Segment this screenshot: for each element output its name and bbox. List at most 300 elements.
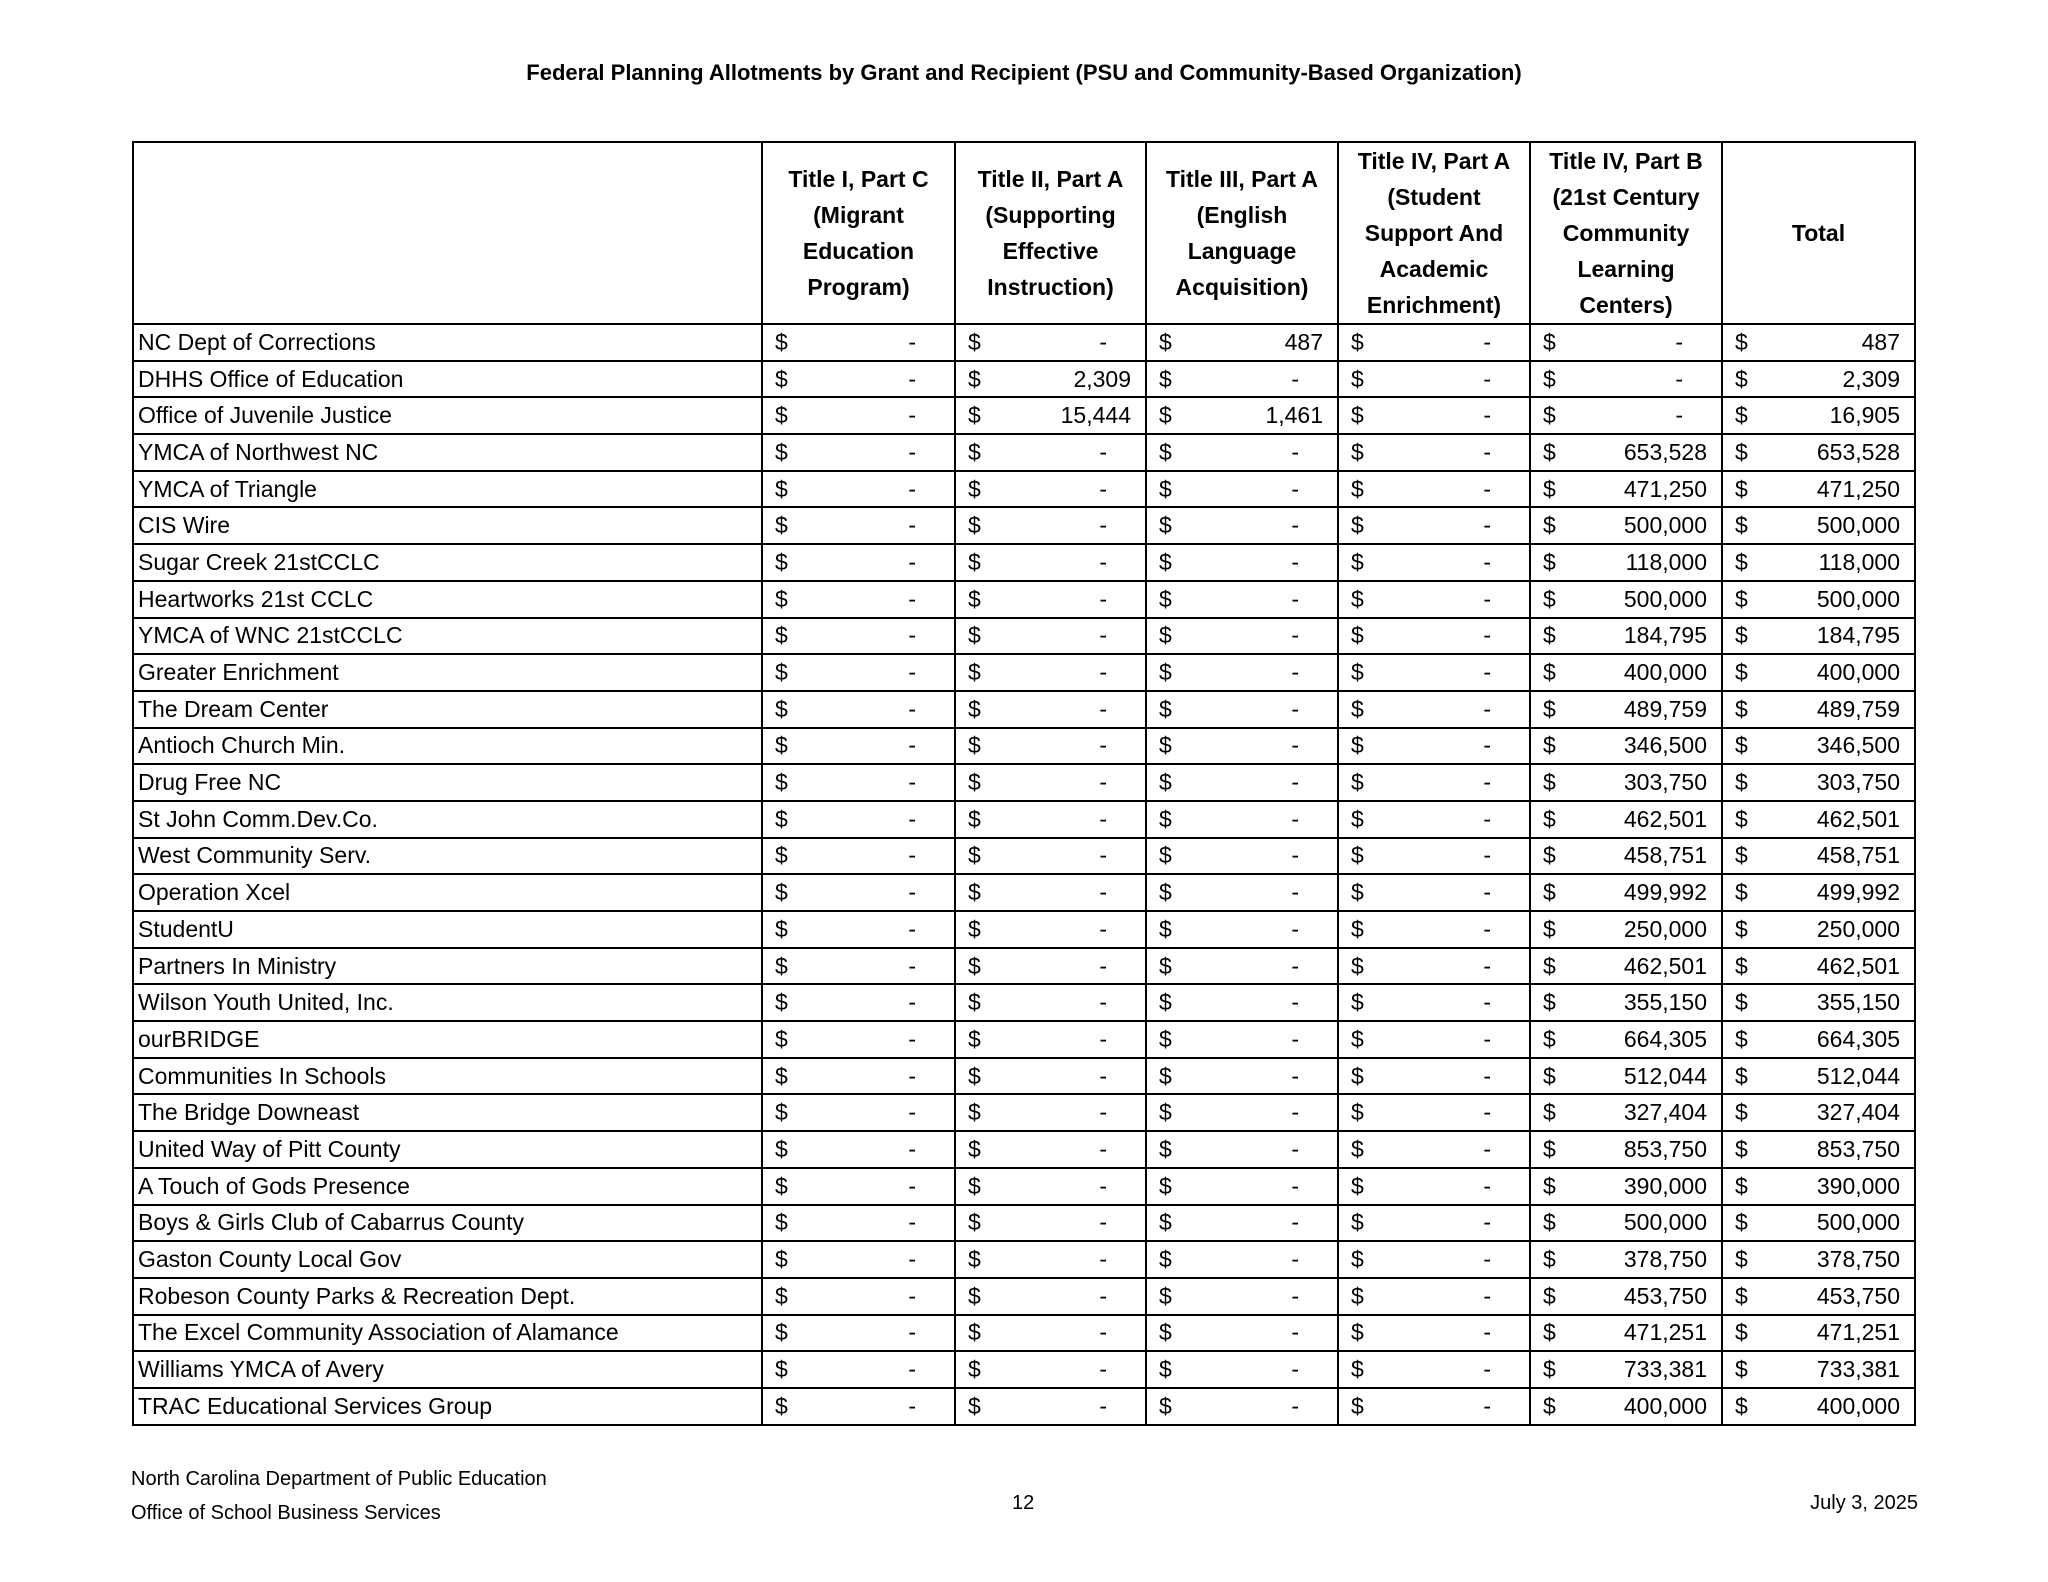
amount-cell <box>1338 581 1530 618</box>
amount-cell <box>1530 764 1722 801</box>
currency-symbol: $ <box>1351 1062 1364 1089</box>
amount-value: - <box>1483 1319 1491 1346</box>
currency-symbol: $ <box>1351 1135 1364 1162</box>
amount-cell <box>1722 1351 1915 1388</box>
column-header-title-4b: Title IV, Part B (21st Century Community Learning Centers) <box>1530 142 1722 324</box>
amount-cell <box>1530 728 1722 765</box>
amount-cell <box>1722 691 1915 728</box>
amount-cell <box>1146 691 1338 728</box>
currency-symbol: $ <box>968 1135 981 1162</box>
currency-symbol: $ <box>1159 1319 1172 1346</box>
recipient-name: NC Dept of Corrections <box>133 324 762 361</box>
currency-symbol: $ <box>1735 1282 1748 1309</box>
recipient-name: A Touch of Gods Presence <box>133 1168 762 1205</box>
amount-value: - <box>1483 695 1491 722</box>
table-row <box>133 838 1915 875</box>
currency-symbol: $ <box>1735 1172 1748 1199</box>
amount-value: 462,501 <box>1816 805 1900 832</box>
currency-symbol: $ <box>775 1246 788 1273</box>
currency-symbol: $ <box>1543 842 1556 869</box>
amount-value: 853,750 <box>1816 1135 1900 1162</box>
table-row <box>133 948 1915 985</box>
amount-value: - <box>1483 769 1491 796</box>
amount-cell <box>1530 581 1722 618</box>
table-row <box>133 471 1915 508</box>
amount-value: 453,750 <box>1623 1282 1707 1309</box>
table-row <box>133 1315 1915 1352</box>
column-header-title-4a: Title IV, Part A (Student Support And Academic Enrichment) <box>1338 142 1530 324</box>
amount-cell <box>1146 1021 1338 1058</box>
amount-cell <box>955 1094 1146 1131</box>
amount-cell <box>1722 1388 1915 1425</box>
amount-cell <box>955 1168 1146 1205</box>
recipient-name: Partners In Ministry <box>133 948 762 985</box>
amount-value: - <box>1675 328 1683 355</box>
amount-cell <box>955 691 1146 728</box>
currency-symbol: $ <box>1735 1356 1748 1383</box>
amount-cell <box>1146 801 1338 838</box>
amount-cell <box>1146 911 1338 948</box>
currency-symbol: $ <box>1735 659 1748 686</box>
amount-value: - <box>1483 1025 1491 1052</box>
amount-value: - <box>1099 732 1107 759</box>
currency-symbol: $ <box>1735 695 1748 722</box>
amount-cell <box>1146 1315 1338 1352</box>
currency-symbol: $ <box>1351 1319 1364 1346</box>
amount-cell <box>762 1241 955 1278</box>
amount-cell <box>762 691 955 728</box>
footer-date: July 3, 2025 <box>1810 1492 1918 1514</box>
currency-symbol: $ <box>1543 1025 1556 1052</box>
amount-cell <box>955 1351 1146 1388</box>
amount-value: - <box>908 1246 916 1273</box>
amount-value: - <box>908 1025 916 1052</box>
recipient-name: Office of Juvenile Justice <box>133 397 762 434</box>
amount-value: - <box>1291 842 1299 869</box>
amount-value: 400,000 <box>1623 659 1707 686</box>
amount-value: - <box>1099 695 1107 722</box>
amount-value: - <box>1483 1209 1491 1236</box>
amount-cell <box>1338 507 1530 544</box>
amount-cell <box>1722 1278 1915 1315</box>
amount-value: - <box>1483 805 1491 832</box>
amount-value: - <box>1483 402 1491 429</box>
amount-cell <box>1338 1021 1530 1058</box>
currency-symbol: $ <box>1351 512 1364 539</box>
currency-symbol: $ <box>968 1025 981 1052</box>
amount-value: - <box>1291 365 1299 392</box>
amount-cell <box>1146 434 1338 471</box>
table-row <box>133 1388 1915 1425</box>
currency-symbol: $ <box>1735 1099 1748 1126</box>
amount-cell <box>1722 728 1915 765</box>
amount-cell <box>1338 434 1530 471</box>
currency-symbol: $ <box>775 915 788 942</box>
currency-symbol: $ <box>1735 1319 1748 1346</box>
amount-value: - <box>1099 512 1107 539</box>
recipient-name: Sugar Creek 21stCCLC <box>133 544 762 581</box>
currency-symbol: $ <box>1351 842 1364 869</box>
amount-value: - <box>1483 365 1491 392</box>
currency-symbol: $ <box>968 769 981 796</box>
currency-symbol: $ <box>775 1099 788 1126</box>
amount-value: - <box>1483 1172 1491 1199</box>
table-row <box>133 434 1915 471</box>
page-number: 12 <box>1012 1492 1035 1514</box>
currency-symbol: $ <box>1159 585 1172 612</box>
amount-value: - <box>1291 915 1299 942</box>
amount-value: - <box>908 952 916 979</box>
currency-symbol: $ <box>1351 695 1364 722</box>
amount-cell <box>762 1205 955 1242</box>
amount-cell <box>1530 984 1722 1021</box>
amount-cell <box>1338 1315 1530 1352</box>
amount-value: - <box>1291 1172 1299 1199</box>
currency-symbol: $ <box>1351 402 1364 429</box>
currency-symbol: $ <box>1543 1062 1556 1089</box>
amount-cell <box>1530 874 1722 911</box>
amount-cell <box>1146 728 1338 765</box>
recipient-name: TRAC Educational Services Group <box>133 1388 762 1425</box>
amount-cell <box>1722 1021 1915 1058</box>
amount-cell <box>1530 911 1722 948</box>
amount-cell <box>1530 1021 1722 1058</box>
amount-cell <box>1146 544 1338 581</box>
currency-symbol: $ <box>775 1282 788 1309</box>
amount-cell <box>1338 1388 1530 1425</box>
amount-cell <box>762 1021 955 1058</box>
amount-value: - <box>1099 328 1107 355</box>
table-row <box>133 1168 1915 1205</box>
amount-cell <box>762 618 955 655</box>
amount-value: - <box>908 512 916 539</box>
currency-symbol: $ <box>1735 622 1748 649</box>
currency-symbol: $ <box>1351 622 1364 649</box>
amount-value: - <box>1099 915 1107 942</box>
table-row <box>133 581 1915 618</box>
amount-value: 327,404 <box>1623 1099 1707 1126</box>
amount-cell <box>1146 1131 1338 1168</box>
currency-symbol: $ <box>1351 548 1364 575</box>
currency-symbol: $ <box>1351 915 1364 942</box>
table-row <box>133 984 1915 1021</box>
amount-cell <box>1146 1351 1338 1388</box>
amount-cell <box>1338 1241 1530 1278</box>
amount-cell <box>1146 1388 1338 1425</box>
amount-value: 853,750 <box>1623 1135 1707 1162</box>
table-row <box>133 361 1915 398</box>
currency-symbol: $ <box>775 879 788 906</box>
amount-value: - <box>1483 328 1491 355</box>
amount-cell <box>955 728 1146 765</box>
amount-cell <box>1530 1168 1722 1205</box>
amount-cell <box>955 434 1146 471</box>
amount-value: 500,000 <box>1623 512 1707 539</box>
amount-cell <box>762 911 955 948</box>
amount-cell <box>1146 1241 1338 1278</box>
currency-symbol: $ <box>1543 1099 1556 1126</box>
amount-value: 15,444 <box>1060 402 1131 429</box>
table-row <box>133 1278 1915 1315</box>
amount-cell <box>1722 1205 1915 1242</box>
amount-value: 390,000 <box>1816 1172 1900 1199</box>
amount-cell <box>1530 471 1722 508</box>
amount-value: - <box>908 769 916 796</box>
amount-value: - <box>1291 438 1299 465</box>
amount-cell <box>1722 1094 1915 1131</box>
amount-value: 462,501 <box>1816 952 1900 979</box>
amount-value: - <box>1291 805 1299 832</box>
currency-symbol: $ <box>1543 1356 1556 1383</box>
amount-value: - <box>1483 585 1491 612</box>
currency-symbol: $ <box>1543 475 1556 502</box>
amount-cell <box>1338 654 1530 691</box>
amount-cell <box>1530 1094 1722 1131</box>
amount-cell <box>1338 618 1530 655</box>
amount-cell <box>1530 1131 1722 1168</box>
table-row <box>133 764 1915 801</box>
recipient-name: St John Comm.Dev.Co. <box>133 801 762 838</box>
amount-value: 390,000 <box>1623 1172 1707 1199</box>
amount-cell <box>1338 397 1530 434</box>
table-row <box>133 1241 1915 1278</box>
amount-cell <box>1530 1241 1722 1278</box>
amount-cell <box>1338 984 1530 1021</box>
currency-symbol: $ <box>968 989 981 1016</box>
column-header-recipient <box>133 142 762 324</box>
amount-value: 378,750 <box>1623 1246 1707 1273</box>
currency-symbol: $ <box>968 1319 981 1346</box>
amount-cell <box>955 471 1146 508</box>
table-row <box>133 654 1915 691</box>
amount-value: - <box>1291 1025 1299 1052</box>
amount-value: 499,992 <box>1623 879 1707 906</box>
amount-cell <box>955 948 1146 985</box>
amount-value: 499,992 <box>1816 879 1900 906</box>
currency-symbol: $ <box>1159 512 1172 539</box>
amount-value: - <box>908 989 916 1016</box>
amount-value: - <box>1099 842 1107 869</box>
amount-value: - <box>1483 915 1491 942</box>
currency-symbol: $ <box>1351 952 1364 979</box>
amount-cell <box>762 1278 955 1315</box>
table-row <box>133 1351 1915 1388</box>
currency-symbol: $ <box>1351 1392 1364 1419</box>
amount-cell <box>1146 1168 1338 1205</box>
amount-cell <box>1530 1278 1722 1315</box>
amount-value: 487 <box>1861 328 1900 355</box>
table-row <box>133 397 1915 434</box>
currency-symbol: $ <box>775 512 788 539</box>
currency-symbol: $ <box>1735 952 1748 979</box>
amount-value: 487 <box>1284 328 1323 355</box>
amount-value: - <box>1483 1099 1491 1126</box>
amount-value: 303,750 <box>1623 769 1707 796</box>
amount-cell <box>1338 361 1530 398</box>
amount-cell <box>955 911 1146 948</box>
amount-cell <box>1146 618 1338 655</box>
currency-symbol: $ <box>1543 365 1556 392</box>
currency-symbol: $ <box>775 989 788 1016</box>
amount-value: 458,751 <box>1816 842 1900 869</box>
amount-cell <box>1146 874 1338 911</box>
currency-symbol: $ <box>1735 548 1748 575</box>
recipient-name: Greater Enrichment <box>133 654 762 691</box>
amount-value: 327,404 <box>1816 1099 1900 1126</box>
amount-value: - <box>908 438 916 465</box>
amount-value: - <box>1291 732 1299 759</box>
currency-symbol: $ <box>1735 512 1748 539</box>
currency-symbol: $ <box>775 475 788 502</box>
amount-cell <box>762 1315 955 1352</box>
amount-value: - <box>908 732 916 759</box>
currency-symbol: $ <box>775 952 788 979</box>
amount-value: 512,044 <box>1816 1062 1900 1089</box>
amount-cell <box>955 984 1146 1021</box>
amount-cell <box>1338 801 1530 838</box>
amount-value: - <box>1483 989 1491 1016</box>
amount-value: 471,251 <box>1816 1319 1900 1346</box>
currency-symbol: $ <box>1735 1135 1748 1162</box>
page-title: Federal Planning Allotments by Grant and Recipient (PSU and Community-Based Organization) <box>526 60 1522 85</box>
recipient-name: ourBRIDGE <box>133 1021 762 1058</box>
amount-cell <box>1722 397 1915 434</box>
currency-symbol: $ <box>968 1392 981 1419</box>
currency-symbol: $ <box>968 512 981 539</box>
amount-value: - <box>1099 1135 1107 1162</box>
currency-symbol: $ <box>775 438 788 465</box>
currency-symbol: $ <box>775 1392 788 1419</box>
currency-symbol: $ <box>1351 1209 1364 1236</box>
amount-value: 355,150 <box>1816 989 1900 1016</box>
column-header-title-3a: Title III, Part A (English Language Acquisition) <box>1146 142 1338 324</box>
amount-value: 184,795 <box>1816 622 1900 649</box>
currency-symbol: $ <box>1735 915 1748 942</box>
amount-value: 500,000 <box>1623 585 1707 612</box>
currency-symbol: $ <box>775 585 788 612</box>
amount-cell <box>955 618 1146 655</box>
currency-symbol: $ <box>1159 1246 1172 1273</box>
amount-cell <box>1338 948 1530 985</box>
amount-cell <box>1146 471 1338 508</box>
currency-symbol: $ <box>1543 915 1556 942</box>
amount-value: - <box>908 365 916 392</box>
amount-value: - <box>908 1135 916 1162</box>
amount-value: - <box>908 695 916 722</box>
amount-cell <box>1722 911 1915 948</box>
currency-symbol: $ <box>1543 879 1556 906</box>
table-row <box>133 1021 1915 1058</box>
column-header-title-1c: Title I, Part C (Migrant Education Program) <box>762 142 955 324</box>
amount-value: - <box>1483 1062 1491 1089</box>
amount-value: 184,795 <box>1623 622 1707 649</box>
table-header-row <box>133 142 1915 324</box>
currency-symbol: $ <box>1159 732 1172 759</box>
amount-value: - <box>1099 1025 1107 1052</box>
amount-cell <box>955 1241 1146 1278</box>
amount-cell <box>762 581 955 618</box>
currency-symbol: $ <box>1159 659 1172 686</box>
amount-value: - <box>908 1209 916 1236</box>
currency-symbol: $ <box>1735 842 1748 869</box>
amount-value: - <box>1483 1392 1491 1419</box>
amount-value: 400,000 <box>1816 1392 1900 1419</box>
amount-value: 2,309 <box>1842 365 1900 392</box>
currency-symbol: $ <box>1735 1025 1748 1052</box>
amount-cell <box>1722 654 1915 691</box>
amount-cell <box>1146 397 1338 434</box>
currency-symbol: $ <box>1159 805 1172 832</box>
currency-symbol: $ <box>1735 1246 1748 1273</box>
amount-value: - <box>1099 659 1107 686</box>
amount-value: - <box>908 1062 916 1089</box>
table-row <box>133 324 1915 361</box>
currency-symbol: $ <box>1159 1025 1172 1052</box>
amount-cell <box>955 1315 1146 1352</box>
amount-value: - <box>908 622 916 649</box>
currency-symbol: $ <box>1735 1062 1748 1089</box>
amount-value: - <box>1291 1246 1299 1273</box>
amount-cell <box>1338 764 1530 801</box>
currency-symbol: $ <box>1735 805 1748 832</box>
amount-cell <box>955 764 1146 801</box>
amount-value: - <box>1291 1319 1299 1346</box>
currency-symbol: $ <box>1159 989 1172 1016</box>
amount-cell <box>1338 691 1530 728</box>
amount-cell <box>1530 1058 1722 1095</box>
amount-cell <box>1530 654 1722 691</box>
amount-value: - <box>1291 1392 1299 1419</box>
currency-symbol: $ <box>1351 1282 1364 1309</box>
amount-value: - <box>1291 989 1299 1016</box>
currency-symbol: $ <box>775 328 788 355</box>
amount-cell <box>955 1205 1146 1242</box>
amount-value: - <box>1291 585 1299 612</box>
amount-cell <box>762 324 955 361</box>
amount-value: - <box>1483 842 1491 869</box>
amount-value: 2,309 <box>1073 365 1131 392</box>
currency-symbol: $ <box>1159 1209 1172 1236</box>
currency-symbol: $ <box>775 548 788 575</box>
amount-value: 453,750 <box>1816 1282 1900 1309</box>
amount-value: 500,000 <box>1623 1209 1707 1236</box>
amount-cell <box>1722 1131 1915 1168</box>
currency-symbol: $ <box>775 659 788 686</box>
currency-symbol: $ <box>1735 328 1748 355</box>
recipient-name: The Dream Center <box>133 691 762 728</box>
amount-value: - <box>1099 438 1107 465</box>
amount-cell <box>1338 1131 1530 1168</box>
currency-symbol: $ <box>1159 842 1172 869</box>
amount-cell <box>1146 764 1338 801</box>
amount-value: - <box>1099 548 1107 575</box>
amount-cell <box>762 471 955 508</box>
amount-cell <box>955 361 1146 398</box>
amount-value: 1,461 <box>1265 402 1323 429</box>
amount-cell <box>1722 471 1915 508</box>
amount-value: - <box>1099 879 1107 906</box>
amount-value: - <box>1483 1356 1491 1383</box>
amount-cell <box>1146 507 1338 544</box>
amount-cell <box>955 544 1146 581</box>
recipient-name: Heartworks 21st CCLC <box>133 581 762 618</box>
currency-symbol: $ <box>1543 769 1556 796</box>
amount-value: - <box>1099 952 1107 979</box>
currency-symbol: $ <box>968 548 981 575</box>
amount-cell <box>1146 1278 1338 1315</box>
recipient-name: Gaston County Local Gov <box>133 1241 762 1278</box>
amount-value: - <box>908 1392 916 1419</box>
